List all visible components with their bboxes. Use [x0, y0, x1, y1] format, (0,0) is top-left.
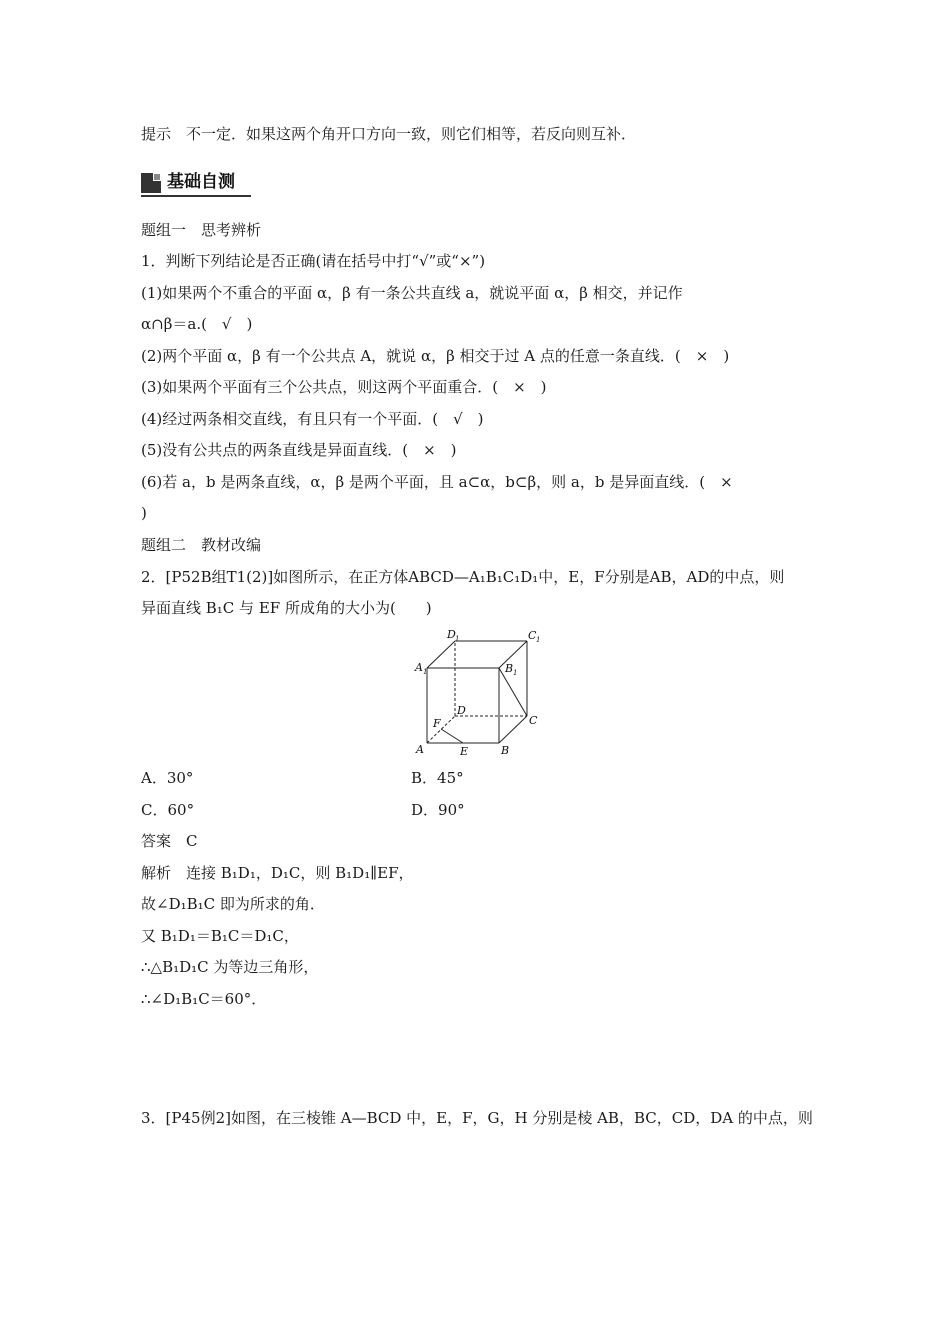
option-d: D．90°: [411, 801, 465, 819]
group2-title: 题组二 教材改编: [141, 536, 262, 554]
label-D1-sub: 1: [455, 635, 460, 643]
section-title: 基础自测: [167, 172, 235, 192]
q1-item-3: (3)如果两个平面有三个公共点，则这两个平面重合．( × ): [141, 378, 547, 396]
analysis-line-3: 又 B₁D₁＝B₁C＝D₁C，: [141, 927, 299, 945]
q3-stem: 3．[P45例2]如图，在三棱锥 A—BCD 中，E，F，G，H 分别是棱 AB，BC，CD，DA 的中点，则: [141, 1109, 813, 1127]
label-E: E: [460, 745, 469, 756]
label-C1-sub: 1: [536, 636, 541, 644]
q1-item-2: (2)两个平面 α，β 有一个公共点 A，就说 α，β 相交于过 A 点的任意一条直线．( × ): [141, 347, 730, 365]
label-C1: C: [528, 629, 537, 642]
analysis-line-2: 故∠D₁B₁C 即为所求的角．: [141, 895, 325, 913]
label-A1-sub: 1: [423, 668, 428, 676]
section-underline: [141, 195, 251, 197]
section-header: [141, 170, 251, 196]
answer: 答案 C: [141, 832, 198, 850]
label-D1: D: [447, 628, 456, 641]
section-square-icon: [141, 173, 161, 193]
option-b: B．45°: [411, 769, 464, 787]
segment-E-F: [441, 729, 463, 743]
q2-stem-line1: 2．[P52B组T1(2)]如图所示，在正方体ABCD—A₁B₁C₁D₁中，E，F分别是AB，AD的中点，则: [141, 568, 785, 586]
q1-item-5: (5)没有公共点的两条直线是异面直线．( × ): [141, 441, 457, 459]
label-B1: B: [505, 662, 514, 675]
q1-stem: 1．判断下列结论是否正确(请在括号中打“√”或“×”): [141, 252, 486, 270]
cube-figure: [413, 628, 548, 756]
analysis-line-4: ∴△B₁D₁C 为等边三角形，: [141, 958, 319, 976]
hint-text: 提示 不一定．如果这两个角开口方向一致，则它们相等，若反向则互补．: [141, 125, 637, 143]
label-B: B: [501, 744, 510, 756]
q2-stem-line2: 异面直线 B₁C 与 EF 所成角的大小为( ): [141, 599, 432, 617]
group1-title: 题组一 思考辨析: [141, 221, 262, 239]
option-a: A．30°: [141, 769, 194, 787]
q1-item-4: (4)经过两条相交直线，有且只有一个平面．( √ ): [141, 410, 484, 428]
edge-A1-D1: [427, 641, 455, 668]
label-A: A: [416, 743, 424, 756]
q1-item-1-cont: α∩β＝a.( √ ): [141, 315, 253, 333]
analysis-line-5: ∴∠D₁B₁C＝60°．: [141, 990, 267, 1008]
label-D: D: [457, 704, 466, 717]
label-B1-sub: 1: [513, 669, 518, 677]
q1-item-1: (1)如果两个不重合的平面 α，β 有一条公共直线 a，就说平面 α，β 相交，并记作: [141, 284, 683, 302]
q1-item-6: (6)若 a，b 是两条直线，α，β 是两个平面，且 a⊂α，b⊂β，则 a，b 是异面直线．( ×: [141, 473, 733, 491]
option-c: C．60°: [141, 801, 195, 819]
label-A1: A: [415, 661, 423, 674]
label-F: F: [433, 717, 441, 730]
edge-B-C: [499, 716, 527, 743]
analysis-line-1: 解析 连接 B₁D₁，D₁C，则 B₁D₁∥EF，: [141, 864, 414, 882]
q1-item-6-cont: ): [141, 504, 147, 522]
label-C: C: [529, 714, 538, 727]
